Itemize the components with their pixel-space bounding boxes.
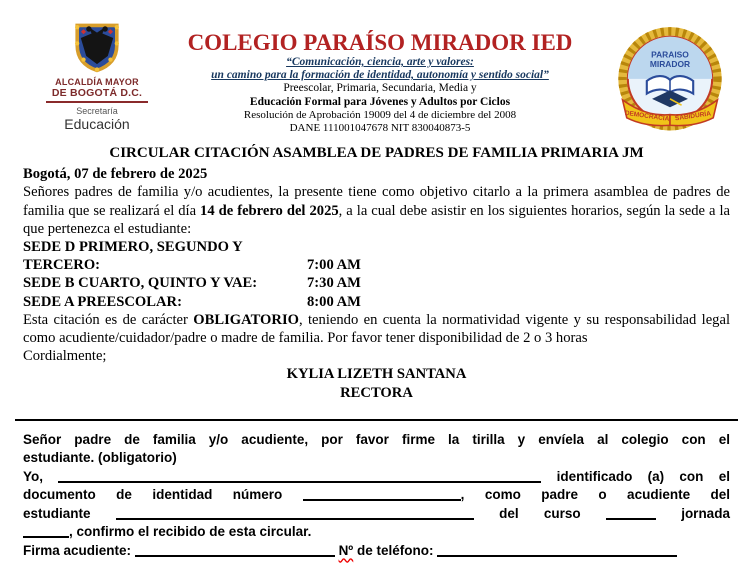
form-intro-line2: estudiante. (obligatorio) — [23, 450, 177, 466]
letterhead — [140, 30, 620, 135]
levels-line: Preescolar, Primaria, Secundaria, Media y — [283, 82, 477, 94]
form-intro-line1: Señor padre de familia y/o acudiente, por favor firme la tirilla y envíela al colegio con el — [23, 431, 730, 447]
form-line-documento: documento de identidad número , como padre o acudiente del — [23, 487, 730, 503]
form-line-yo: Yo, identificado (a) con el — [23, 468, 730, 484]
form-line-confirmo: , confirmo el recibido de esta circular. — [23, 523, 730, 542]
alcaldia-logo — [42, 20, 152, 132]
signature-title: RECTORA — [340, 384, 413, 401]
schedule-row-sede-a: SEDE A PREESCOLAR: 8:00 AM — [23, 293, 361, 310]
time-sede-a: 8:00 AM — [307, 293, 361, 310]
signature-name: KYLIA LIZETH SANTANA — [286, 366, 467, 383]
meeting-date: 14 de febrero del 2025 — [200, 202, 339, 219]
form-line-estudiante: estudiante del curso jornada — [23, 505, 730, 521]
educacion-label: Educación — [64, 116, 130, 132]
phone-abbrev-misspelling: Nº — [338, 542, 354, 558]
svg-text:MIRADOR: MIRADOR — [649, 59, 691, 70]
paragraph-citation: Señores padres de familia y/o acudientes, la presente tiene como objetivo citarlo a la primera asamblea de padres de familia que se realizará el día 14 de febrero del 2025, a la cual debe asistir en los siguientes horarios, según la sede a la que pertenezca el estudiante: — [23, 184, 730, 237]
obligatorio-emphasis: OBLIGATORIO — [193, 311, 299, 328]
schedule-row-sede-b: SEDE B CUARTO, QUINTO Y VAE: 7:30 AM — [23, 275, 361, 292]
time-sede-b: 7:30 AM — [307, 275, 361, 292]
alcaldia-divider — [46, 101, 148, 103]
course-blank-field — [606, 505, 656, 520]
date-line: Bogotá, 07 de febrero de 2025 — [23, 166, 208, 183]
bogota-crest-icon — [70, 20, 124, 74]
tear-off-divider — [15, 419, 738, 421]
school-name: COLEGIO PARAÍSO MIRADOR IED — [187, 30, 573, 55]
closing-line: Cordialmente; — [23, 348, 107, 365]
formal-education-line: Educación Formal para Jóvenes y Adultos por Ciclos — [249, 95, 511, 108]
schedule-row-sede-d: SEDE D PRIMERO, SEGUNDO Y TERCERO: 7:00 AM — [23, 239, 361, 274]
svg-text:DEMOCRACIA: DEMOCRACIA — [624, 109, 670, 123]
tear-off-form — [23, 431, 730, 561]
student-name-blank-field — [116, 505, 474, 520]
paragraph-obligatorio: Esta citación es de carácter OBLIGATORIO, teniendo en cuenta la normatividad vigente y su responsabilidad legal como acudiente/cuidador/padre o madre de familia. Por favor tener disponibilidad de 2 o 3 horas — [23, 311, 730, 347]
time-sede-d: 7:00 AM — [307, 257, 361, 274]
svg-text:PARAISO: PARAISO — [651, 49, 689, 60]
id-number-blank-field — [303, 486, 461, 501]
signature-blank-field — [135, 542, 335, 557]
school-crest — [612, 26, 728, 143]
school-crest-icon — [612, 26, 728, 138]
svg-text:SABIDURÍA: SABIDURÍA — [674, 110, 712, 123]
letter-body — [23, 144, 730, 560]
secretaria-label: Secretaría — [76, 106, 118, 116]
circular-title: CIRCULAR CITACIÓN ASAMBLEA DE PADRES DE FAMILIA PRIMARIA JM — [109, 145, 644, 161]
motto-line2: un camino para la formación de identidad, autonomía y sentido social” — [211, 69, 549, 81]
alcaldia-line1: ALCALDÍA MAYOR — [55, 77, 139, 87]
dane-nit-line: DANE 111001047678 NIT 830040873-5 — [289, 122, 471, 134]
phone-blank-field — [437, 542, 677, 557]
resolution-line: Resolución de Aprobación 19009 del 4 de diciembre del 2008 — [243, 109, 517, 121]
form-line-firma: Firma acudiente: Nº de teléfono: — [23, 542, 730, 561]
alcaldia-line2: DE BOGOTÁ D.C. — [51, 87, 143, 99]
motto-line1: “Comunicación, ciencia, arte y valores: — [286, 56, 474, 68]
name-blank-field — [58, 468, 541, 483]
jornada-blank-field — [23, 523, 69, 538]
